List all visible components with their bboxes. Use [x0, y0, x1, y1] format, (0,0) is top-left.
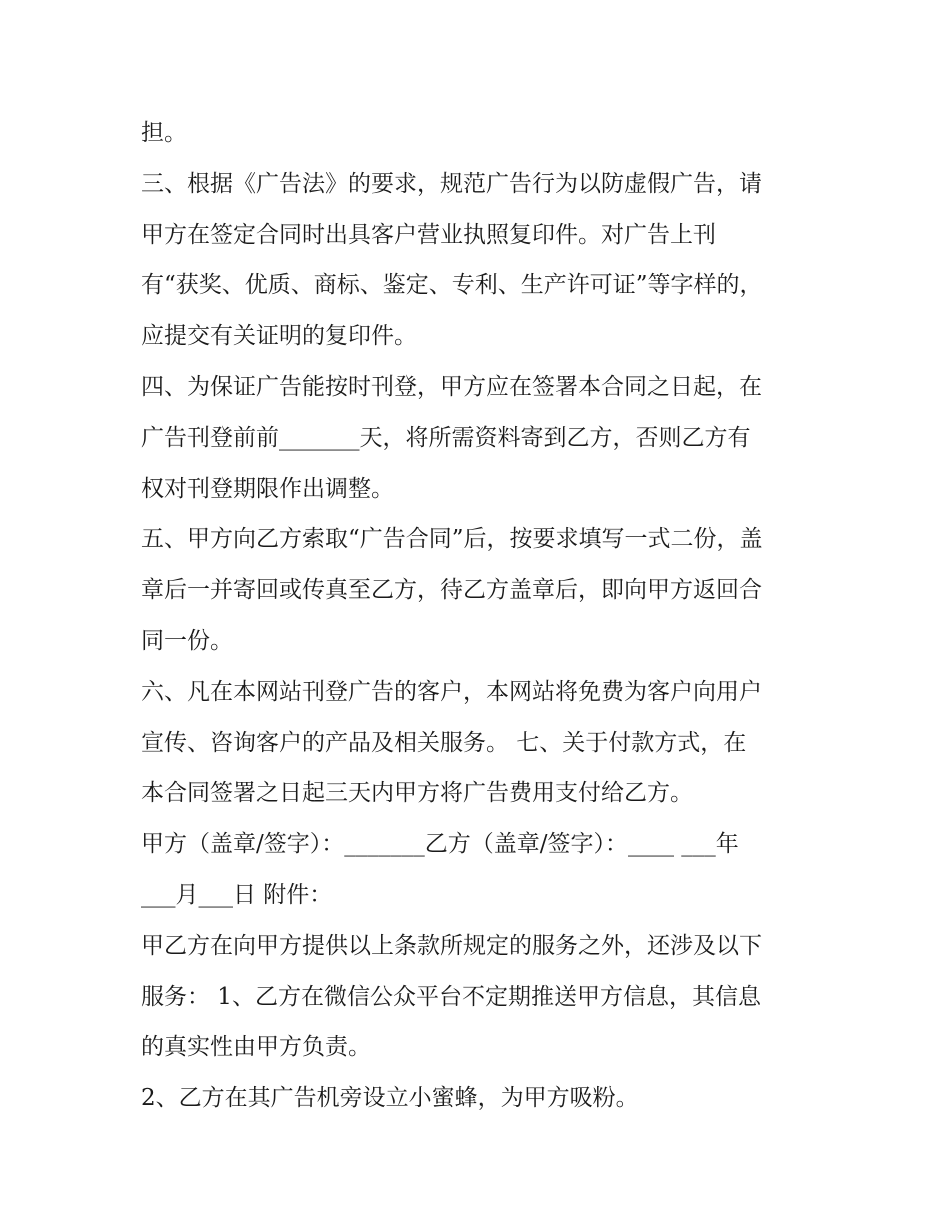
text-line-4: 有“获奖、优质、商标、鉴定、专利、生产许可证”等字样的，	[141, 272, 763, 299]
text-line-3: 甲方在签定合同时出具客户营业执照复印件。对广告上刊	[141, 221, 716, 248]
text-line-7: 广告刊登前前_______天，将所需资料寄到乙方，否则乙方有	[141, 424, 751, 451]
text-line-2: 三、根据《广告法》的要求，规范广告行为以防虚假广告，请	[141, 170, 762, 197]
text-line-10: 章后一并寄回或传真至乙方，待乙方盖章后，即向甲方返回合	[141, 577, 762, 604]
text-line-18: 服务： 1、乙方在微信公众平台不定期推送甲方信息，其信息	[141, 983, 761, 1010]
text-line-9: 五、甲方向乙方索取“广告合同”后，按要求填写一式二份，盖	[141, 526, 763, 553]
document-body	[141, 108, 821, 1124]
text-line-17: 甲乙方在向甲方提供以上条款所规定的服务之外，还涉及以下	[141, 932, 762, 959]
text-line-1: 担。	[141, 120, 187, 146]
text-line-20: 2、乙方在其广告机旁设立小蜜蜂，为甲方吸粉。	[141, 1085, 639, 1112]
text-line-13: 宣传、咨询客户的产品及相关服务。 七、关于付款方式，在	[141, 729, 747, 756]
text-line-6: 四、为保证广告能按时刊登，甲方应在签署本合同之日起，在	[141, 373, 762, 400]
text-line-11: 同一份。	[141, 627, 233, 654]
signature-line: 甲方（盖章/签字）：_______乙方（盖章/签字）：____ ___年	[141, 831, 739, 858]
text-line-14: 本合同签署之日起三天内甲方将广告费用支付给乙方。	[141, 780, 693, 807]
text-line-19: 的真实性由甲方负责。	[141, 1034, 371, 1061]
text-line-5: 应提交有关证明的复印件。	[141, 323, 417, 350]
text-line-8: 权对刊登期限作出调整。	[141, 475, 394, 502]
text-line-12: 六、凡在本网站刊登广告的客户，本网站将免费为客户向用户	[141, 678, 762, 705]
date-attachment-line: ___月___日 附件：	[141, 881, 333, 908]
